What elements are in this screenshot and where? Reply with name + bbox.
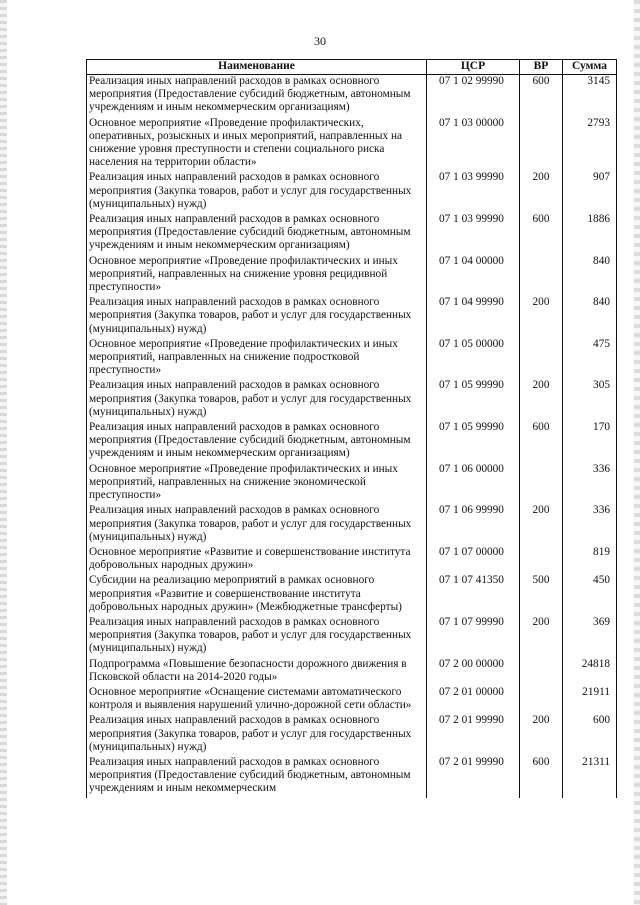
row-csr: 07 1 07 41350 — [427, 574, 520, 616]
row-csr: 07 1 05 00000 — [427, 338, 520, 380]
row-name: Основное мероприятие «Проведение профилактических и иных мероприятий, направленных на снижение экономической преступности» — [87, 463, 427, 505]
row-sum: 819 — [563, 546, 617, 574]
budget-table — [86, 59, 617, 798]
table-row — [87, 546, 617, 574]
row-name: Реализация иных направлений расходов в рамках основного мероприятия (Закупка товаров, работ и услуг для государственных (муниципальных) нужд) — [87, 504, 427, 546]
row-sum: 305 — [563, 379, 617, 421]
row-sum: 475 — [563, 338, 617, 380]
row-name: Реализация иных направлений расходов в рамках основного мероприятия (Закупка товаров, работ и услуг для государственных (муниципальных) нужд) — [87, 714, 427, 756]
row-vr: 600 — [520, 213, 563, 255]
table-row — [87, 75, 617, 117]
row-sum: 600 — [563, 714, 617, 756]
table-row — [87, 756, 617, 798]
row-csr: 07 1 07 00000 — [427, 546, 520, 574]
row-csr: 07 1 06 00000 — [427, 463, 520, 505]
table-row — [87, 463, 617, 505]
table-row — [87, 338, 617, 380]
row-name: Реализация иных направлений расходов в рамках основного мероприятия (Предоставление субсидий бюджетным, автономным учреждениям и иным некоммерческим организациям) — [87, 75, 427, 117]
row-name: Основное мероприятие «Развитие и совершенствование института добровольных народных дружин» — [87, 546, 427, 574]
table-row — [87, 379, 617, 421]
row-name: Основное мероприятие «Оснащение системами автоматического контроля и выявления нарушений улично-дорожной сети области» — [87, 686, 427, 714]
table-row — [87, 171, 617, 213]
row-sum: 21911 — [563, 686, 617, 714]
row-vr — [520, 658, 563, 686]
table-row — [87, 504, 617, 546]
table-header-row — [87, 60, 617, 75]
row-name: Реализация иных направлений расходов в рамках основного мероприятия (Закупка товаров, работ и услуг для государственных (муниципальных) нужд) — [87, 296, 427, 338]
scan-right-edge — [634, 0, 640, 905]
row-sum: 170 — [563, 421, 617, 463]
row-csr: 07 1 02 99990 — [427, 75, 520, 117]
row-vr — [520, 686, 563, 714]
row-csr: 07 2 01 00000 — [427, 686, 520, 714]
row-name: Реализация иных направлений расходов в рамках основного мероприятия (Предоставление субсидий бюджетным, автономным учреждениям и иным некоммерческим — [87, 756, 427, 798]
table-row — [87, 686, 617, 714]
row-sum: 907 — [563, 171, 617, 213]
table-row — [87, 117, 617, 172]
row-name: Основное мероприятие «Проведение профилактических и иных мероприятий, направленных на снижение уровня рецидивной преступности» — [87, 255, 427, 297]
row-csr: 07 1 05 99990 — [427, 421, 520, 463]
row-vr — [520, 546, 563, 574]
row-name: Реализация иных направлений расходов в рамках основного мероприятия (Предоставление субсидий бюджетным, автономным учреждениям и иным некоммерческим организациям) — [87, 213, 427, 255]
row-vr — [520, 255, 563, 297]
row-vr: 600 — [520, 756, 563, 798]
table-row — [87, 213, 617, 255]
table-row — [87, 255, 617, 297]
table-row — [87, 658, 617, 686]
scan-left-edge — [0, 0, 7, 905]
page-number: 30 — [314, 34, 326, 48]
row-csr: 07 1 05 99990 — [427, 379, 520, 421]
row-sum: 840 — [563, 255, 617, 297]
row-csr: 07 1 03 99990 — [427, 171, 520, 213]
table-row — [87, 714, 617, 756]
row-sum: 840 — [563, 296, 617, 338]
table-row — [87, 296, 617, 338]
row-name: Подпрограмма «Повышение безопасности дорожного движения в Псковской области на 2014-2020 годы» — [87, 658, 427, 686]
row-vr: 200 — [520, 714, 563, 756]
row-name: Реализация иных направлений расходов в рамках основного мероприятия (Закупка товаров, работ и услуг для государственных (муниципальных) нужд) — [87, 616, 427, 658]
row-vr: 200 — [520, 171, 563, 213]
row-sum: 369 — [563, 616, 617, 658]
row-sum: 2793 — [563, 117, 617, 172]
row-sum: 336 — [563, 463, 617, 505]
row-csr: 07 1 04 00000 — [427, 255, 520, 297]
row-csr: 07 1 04 99990 — [427, 296, 520, 338]
row-name: Основное мероприятие «Проведение профилактических и иных мероприятий, направленных на снижение подростковой преступности» — [87, 338, 427, 380]
row-vr: 600 — [520, 75, 563, 117]
row-vr — [520, 463, 563, 505]
row-vr: 200 — [520, 379, 563, 421]
row-vr: 200 — [520, 616, 563, 658]
table-row — [87, 421, 617, 463]
row-name: Реализация иных направлений расходов в рамках основного мероприятия (Закупка товаров, работ и услуг для государственных (муниципальных) нужд) — [87, 171, 427, 213]
row-csr: 07 1 03 99990 — [427, 213, 520, 255]
row-sum: 24818 — [563, 658, 617, 686]
row-csr: 07 1 06 99990 — [427, 504, 520, 546]
table-row — [87, 574, 617, 616]
row-name: Реализация иных направлений расходов в рамках основного мероприятия (Закупка товаров, работ и услуг для государственных (муниципальных) нужд) — [87, 379, 427, 421]
header-name: Наименование — [87, 60, 427, 75]
row-vr: 200 — [520, 296, 563, 338]
row-sum: 3145 — [563, 75, 617, 117]
header-vr: ВР — [520, 60, 563, 75]
row-vr — [520, 117, 563, 172]
row-vr: 600 — [520, 421, 563, 463]
row-csr: 07 2 00 00000 — [427, 658, 520, 686]
row-csr: 07 2 01 99990 — [427, 756, 520, 798]
row-name: Основное мероприятие «Проведение профилактических, оперативных, розыскных и иных мероприятий, направленных на снижение уровня преступности и степени социального риска населения на территории области» — [87, 117, 427, 172]
row-csr: 07 1 07 99990 — [427, 616, 520, 658]
row-csr: 07 1 03 00000 — [427, 117, 520, 172]
row-sum: 336 — [563, 504, 617, 546]
row-csr: 07 2 01 99990 — [427, 714, 520, 756]
row-sum: 450 — [563, 574, 617, 616]
row-vr: 500 — [520, 574, 563, 616]
header-csr: ЦСР — [427, 60, 520, 75]
row-vr — [520, 338, 563, 380]
row-sum: 21311 — [563, 756, 617, 798]
table-body — [87, 75, 617, 798]
row-vr: 200 — [520, 504, 563, 546]
row-name: Реализация иных направлений расходов в рамках основного мероприятия (Предоставление субсидий бюджетным, автономным учреждениям и иным некоммерческим организациям) — [87, 421, 427, 463]
header-sum: Сумма — [563, 60, 617, 75]
row-sum: 1886 — [563, 213, 617, 255]
table-row — [87, 616, 617, 658]
row-name: Субсидии на реализацию мероприятий в рамках основного мероприятия «Развитие и совершенствование института добровольных народных дружин» (Межбюджетные трансферты) — [87, 574, 427, 616]
